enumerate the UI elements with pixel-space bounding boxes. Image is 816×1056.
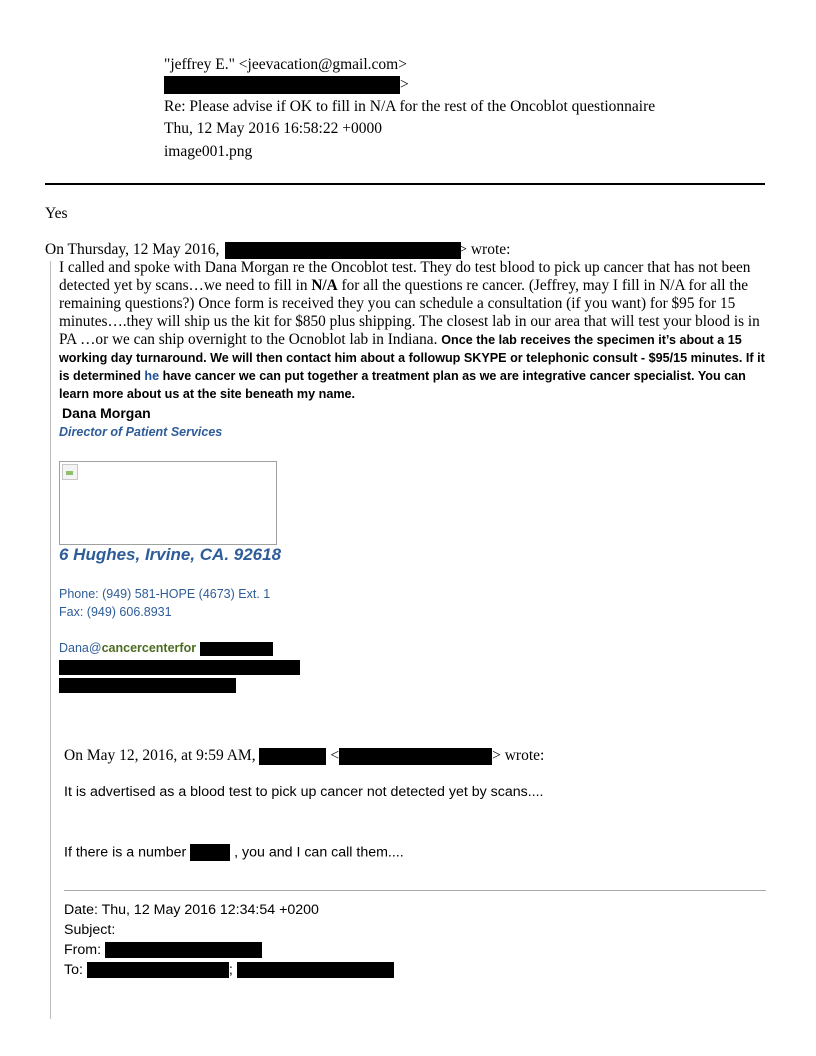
quote-bar: [50, 261, 51, 1019]
nested-date-line: Date: Thu, 12 May 2016 12:34:54 +0200: [64, 902, 319, 918]
quoted-bold-text-2: have cancer we can put together a treatment plan as we are integrative cancer specialist. You can learn more about us at the site beneath my name.: [59, 369, 746, 401]
redaction-block: [339, 748, 492, 765]
redaction-block: [259, 748, 326, 765]
quoted-message-body: [59, 259, 769, 403]
nested-to-line: [64, 960, 394, 980]
broken-image-icon: [62, 464, 78, 480]
nested-quote-attribution: [64, 747, 544, 765]
redaction-block: [59, 660, 300, 675]
quote-attribution-prefix: On Thursday, 12 May 2016,: [45, 241, 220, 258]
signature-address: 6 Hughes, Irvine, CA. 92618: [59, 545, 282, 564]
email-prefix: Dana@: [59, 641, 102, 655]
nested-attribution-lt: <: [330, 747, 340, 764]
redaction-block: [225, 242, 461, 259]
nested-divider: [64, 890, 766, 891]
number-text: [64, 844, 404, 861]
nested-attribution-prefix: On May 12, 2016, at 9:59 AM,: [64, 747, 256, 764]
to-value: [164, 75, 409, 95]
quote-attribution: [45, 241, 510, 259]
redaction-block: [105, 942, 262, 958]
nested-attribution-suffix: > wrote:: [492, 747, 545, 764]
nested-to-separator: ;: [228, 962, 233, 978]
quoted-text-1: I called and spoke with Dana Morgan re the Oncoblot test. They do test blood to pick up cancer that has not been detected yet by scans…we need to fill in: [59, 259, 751, 294]
quoted-bold-he: he: [144, 369, 160, 383]
broken-image-placeholder: [59, 461, 277, 545]
nested-subject-line: Subject:: [64, 922, 116, 938]
nested-from-line: [64, 940, 262, 960]
number-suffix: , you and I can call them....: [234, 844, 404, 861]
nested-to-label: To:: [64, 962, 83, 978]
reply-text: Yes: [45, 205, 68, 222]
advertised-text: It is advertised as a blood test to pick up cancer not detected yet by scans....: [64, 784, 544, 800]
date-value: Thu, 12 May 2016 16:58:22 +0000: [164, 120, 382, 137]
signature-title: Director of Patient Services: [59, 425, 223, 439]
signature-fax: Fax: (949) 606.8931: [59, 605, 172, 619]
to-suffix: >: [400, 76, 409, 93]
redaction-block: [87, 962, 229, 978]
email-domain: cancercenterfor: [101, 641, 197, 655]
nested-from-label: From:: [64, 942, 102, 958]
inline-images-value: image001.png: [164, 143, 253, 160]
redaction-block: [190, 844, 230, 861]
quoted-bold-text-1: Once the lab receives the specimen it’s about a 15 working day turnaround. We will then contact him about a followup SKYPE or telephonic consult - $95/15 minutes. If it is determined: [59, 333, 765, 383]
redaction-block: [237, 962, 394, 978]
redaction-block: [164, 76, 400, 94]
quote-attribution-suffix: > wrote:: [458, 241, 511, 258]
subject-value: Re: Please advise if OK to fill in N/A for the rest of the Oncoblot questionnaire: [164, 98, 656, 115]
quoted-text-2: for all the questions re cancer. (Jeffrey, may I fill in N/A for all the remaining questions?) Once form is received they you can schedule a consultation (if you want) for $95 for 15 minutes….they will ship us the kit for $850 plus shipping. The closest lab in our area that will test your blood is in PA …or we can ship overnight to the Ocnoblot lab in Indiana.: [59, 277, 760, 348]
number-prefix: If there is a number: [64, 844, 187, 861]
from-value: "jeffrey E." <jeevacation@gmail.com>: [164, 56, 407, 73]
redaction-block: [200, 642, 273, 656]
signature-phone: Phone: (949) 581-HOPE (4673) Ext. 1: [59, 587, 271, 601]
header-divider: [45, 183, 765, 185]
signature-email[interactable]: [59, 641, 273, 656]
redaction-block: [59, 678, 236, 693]
quoted-na-bold: N/A: [311, 277, 338, 294]
signature-name: Dana Morgan: [62, 405, 151, 421]
